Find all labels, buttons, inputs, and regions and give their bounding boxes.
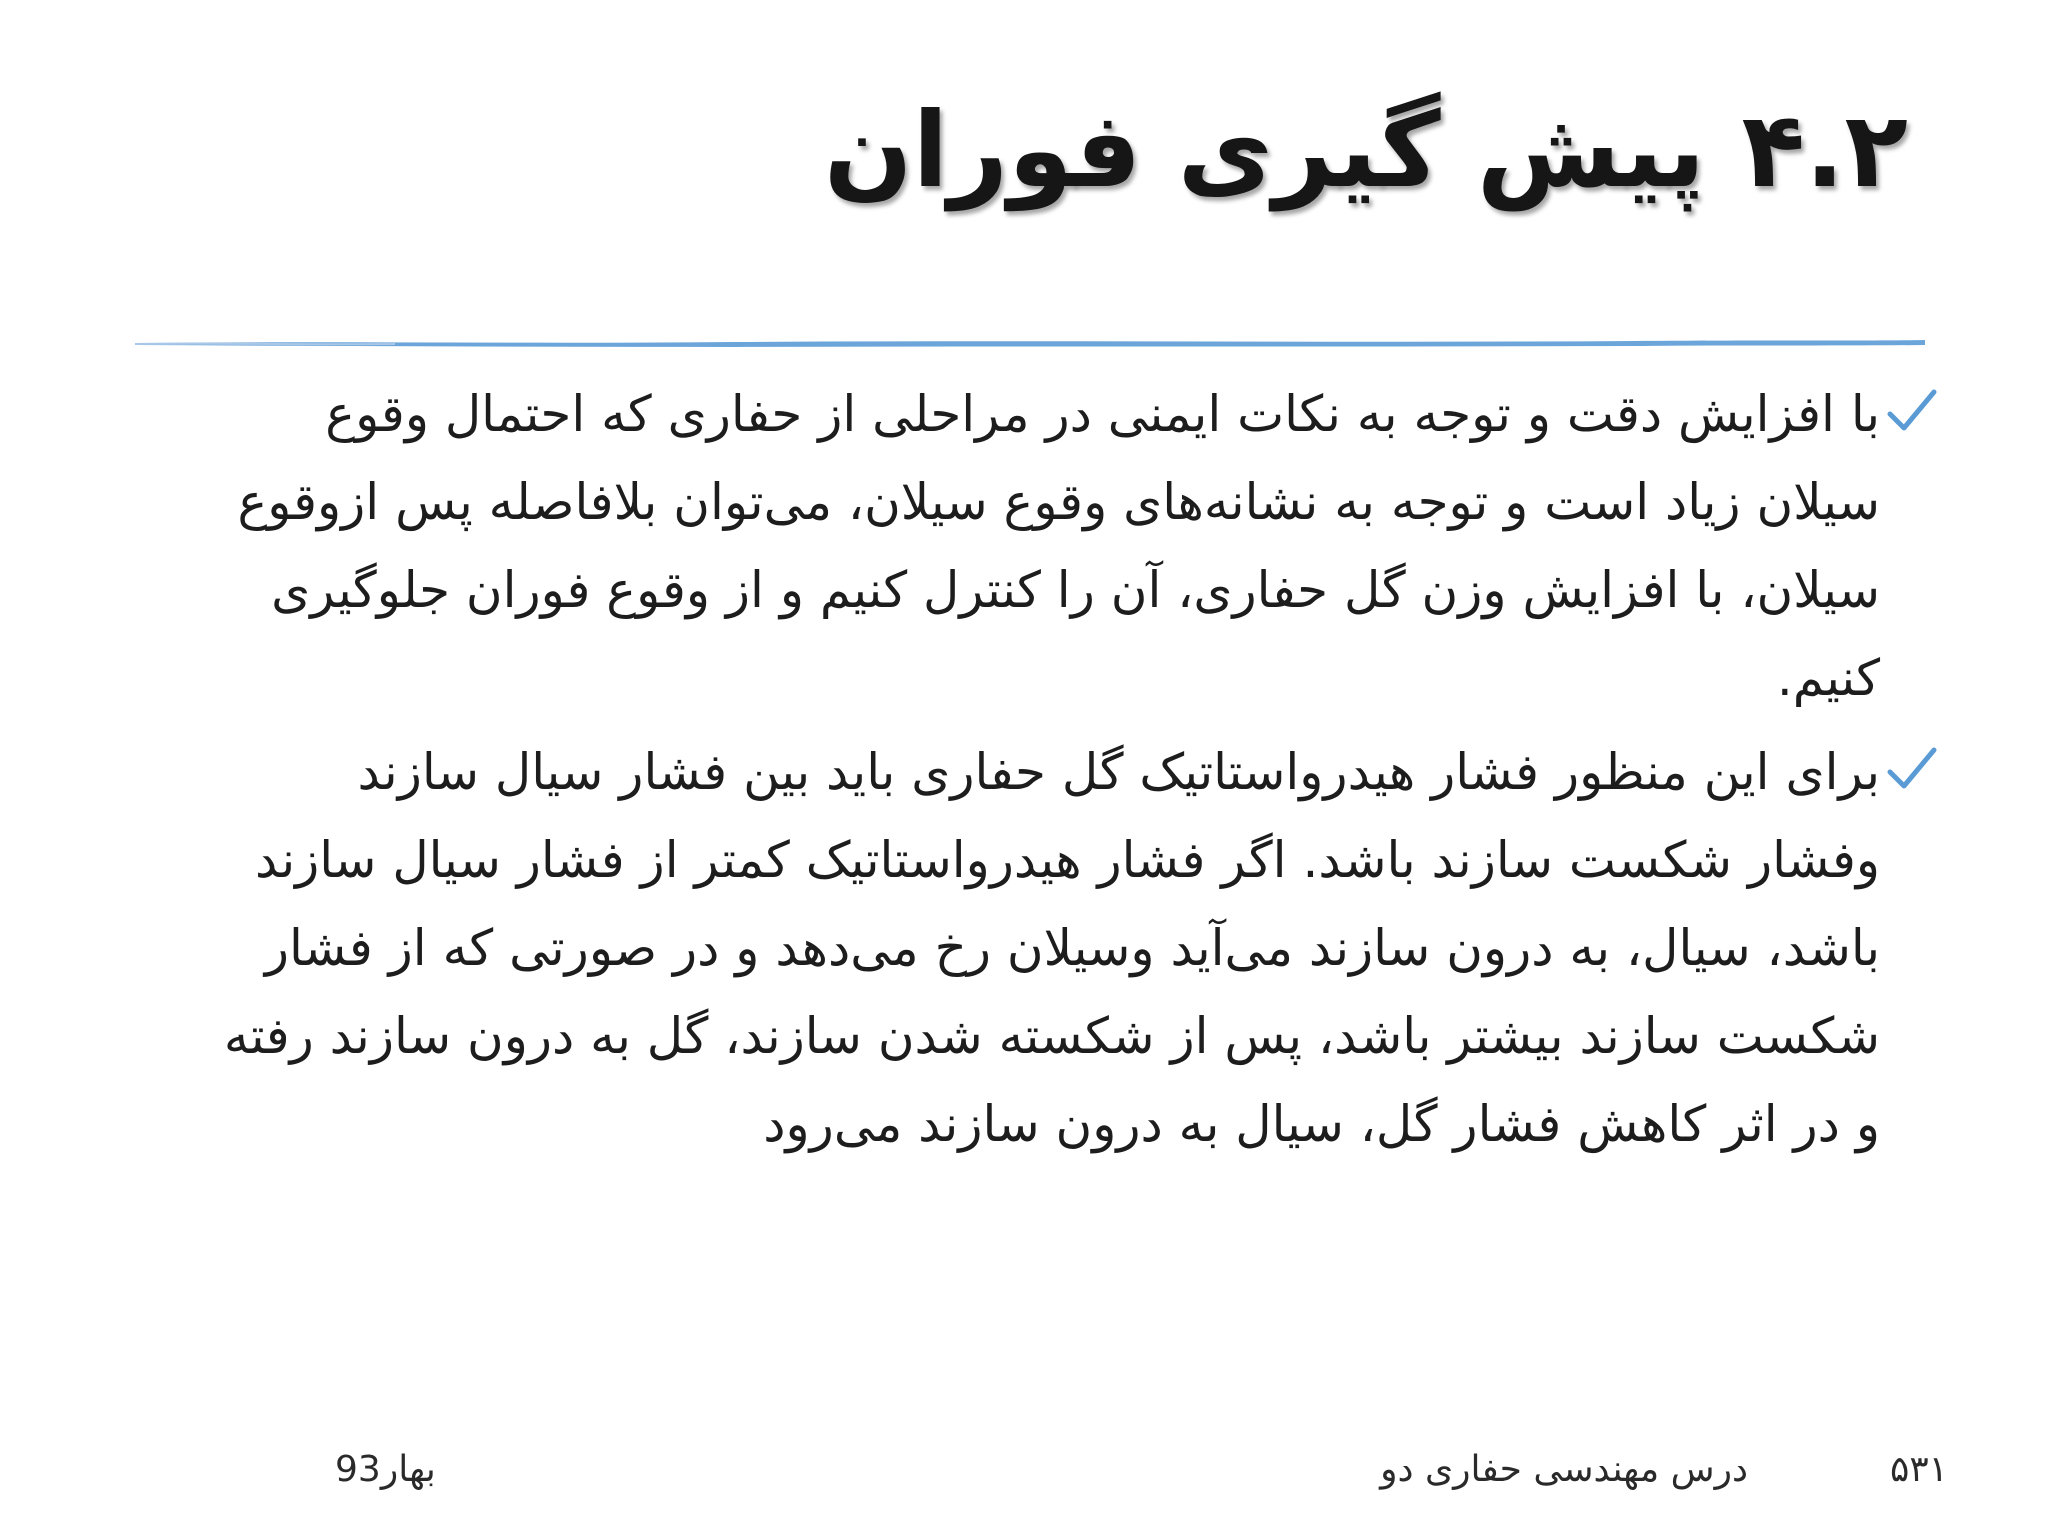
- footer-term: بهار93: [335, 1449, 436, 1490]
- footer-page-number: ۵۳۱: [1889, 1449, 1948, 1490]
- bullet-text: با افزایش دقت و توجه به نکات ایمنی در مراحلی از حفاری که احتمال وقوع سیلان زیاد است و توجه به نشانه‌های وقوع سیلان، می‌توان بلافاصله پس ازوقوع سیلان، با افزایش وزن گل حفاری، آن را کنترل کنیم و از وقوع فوران جلوگیری کنیم.: [237, 385, 1880, 707]
- bullet-item-1: [218, 370, 1938, 722]
- title-divider: [135, 335, 1925, 349]
- check-icon: [1884, 384, 1938, 438]
- bullet-list: [218, 370, 1938, 1174]
- check-icon: [1884, 742, 1938, 796]
- bullet-text: برای این منظور فشار هیدرواستاتیک گل حفاری باید بین فشار سیال سازند وفشار شکست سازند باشد. اگر فشار هیدرواستاتیک کمتر از فشار سیال سازند باشد، سیال، به درون سازند می‌آید وسیلان رخ می‌دهد و در صورتی که از فشار شکست سازند بیشتر باشد، پس از شکسته شدن سازند، گل به درون سازند رفته و در اثر کاهش فشار گل، سیال به درون سازند می‌رود: [223, 743, 1880, 1153]
- slide-title: ۴.۲ پیش گیری فوران: [823, 89, 1908, 211]
- footer-course-name: درس مهندسی حفاری دو: [1380, 1449, 1748, 1490]
- bullet-item-2: [218, 728, 1938, 1168]
